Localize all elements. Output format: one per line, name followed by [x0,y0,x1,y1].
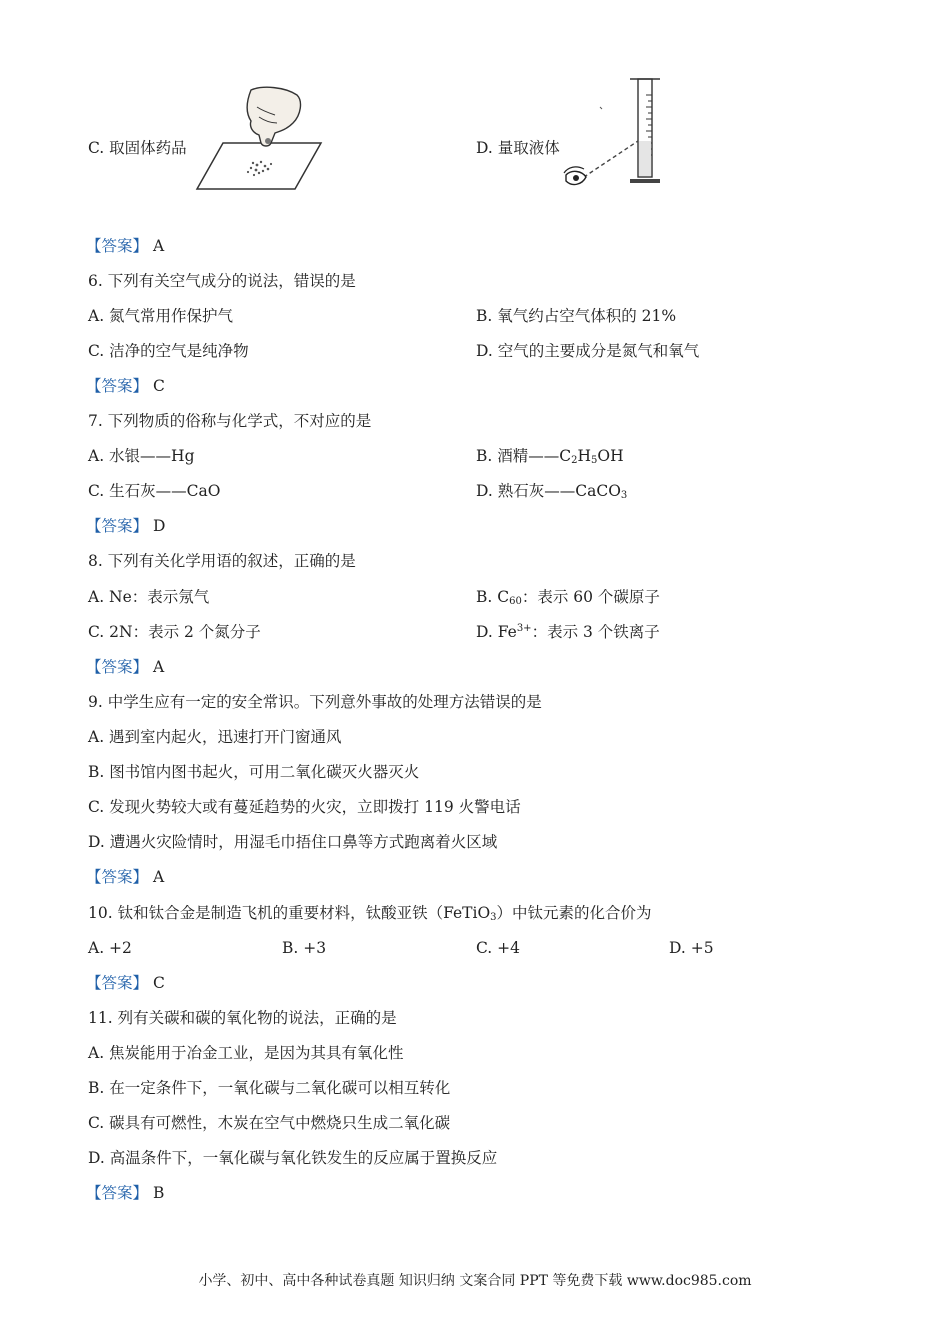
q9-stem: 9. 中学生应有一定的安全常识。下列意外事故的处理方法错误的是 [88,693,542,711]
q8-stem: 8. 下列有关化学用语的叙述，正确的是 [88,552,356,570]
q7-option-b: B. 酒精$——C_2H_5OH$ [476,447,624,466]
answer-label: 【答案】 [86,868,149,886]
answer-label: 【答案】 [86,974,149,992]
answer-q7 [86,516,165,536]
answer-q11 [86,1183,164,1203]
q9-option-d: D. 遭遇火灾险情时，用湿毛巾捂住口鼻等方式跑离着火区域 [88,833,498,851]
eye-reading-graduated-cylinder-icon [560,75,700,195]
hand-pinching-powder-on-paper-icon [193,85,323,195]
q10-option-a: A. +2 [88,939,132,957]
q7-stem: 7. 下列物质的俗称与化学式，不对应的是 [88,412,372,430]
answer-q6 [86,376,165,396]
q6-option-b: B. 氧气约占空气体积的 21% [476,307,677,325]
answer-value: A [152,868,165,886]
answer-value: D [152,517,166,535]
q11-option-c: C. 碳具有可燃性，木炭在空气中燃烧只生成二氧化碳 [88,1114,451,1132]
answer-label: 【答案】 [86,237,149,255]
q9-option-b: B. 图书馆内图书起火，可用二氧化碳灭火器灭火 [88,763,420,781]
answer-q10 [86,973,165,993]
answer-label: 【答案】 [86,1184,149,1202]
answer-value: A [152,658,165,676]
q6-option-a: A. 氮气常用作保护气 [88,307,234,325]
q10-option-b: B. +3 [282,939,327,957]
answer-q8 [86,657,164,677]
q10-option-c: C. +4 [476,939,521,957]
answer-value: B [152,1184,165,1202]
answer-value: A [152,237,165,255]
q7-option-d: D. 熟石灰——CaCO$_3$ [476,482,628,501]
q7-option-a: A. 水银——Hg [88,447,195,465]
q8-option-c: C. 2N：表示 2 个氮分子 [88,623,261,641]
q6-option-c: C. 洁净的空气是纯净物 [88,342,249,360]
q10-option-d: D. +5 [669,939,714,957]
q6-stem: 6. 下列有关空气成分的说法，错误的是 [88,272,356,290]
answer-value: C [152,377,165,395]
q11-stem: 11. 列有关碳和碳的氧化物的说法，正确的是 [88,1009,397,1027]
q8-option-b: B. $C_{60}$：表示 60 个碳原子 [476,588,660,607]
option-d-label: D. 量取液体 [476,139,560,157]
option-c-label: C. 取固体药品 [88,139,187,157]
q9-option-a: A. 遇到室内起火，迅速打开门窗通风 [88,728,342,746]
q8-option-a: A. Ne：表示氖气 [88,588,210,606]
q9-option-c: C. 发现火势较大或有蔓延趋势的火灾，立即拨打 119 火警电话 [88,798,521,816]
q7-option-c: C. 生石灰——CaO [88,482,221,500]
page-footer: 小学、初中、高中各种试卷真题 知识归纳 文案合同 PPT 等免费下载 www.doc985.com [198,1273,752,1289]
q10-stem: 10. 钛和钛合金是制造飞机的重要材料，钛酸亚铁（FeTiO$_3$）中钛元素的化合价为 [88,904,652,923]
answer-value: C [152,974,165,992]
q6-option-d: D. 空气的主要成分是氮气和氧气 [476,342,700,360]
answer-label: 【答案】 [86,658,149,676]
answer-label: 【答案】 [86,377,149,395]
q11-option-d: D. 高温条件下，一氧化碳与氧化铁发生的反应属于置换反应 [88,1149,498,1167]
answer-q9 [86,867,164,887]
answer-q5 [86,236,164,256]
q11-option-a: A. 焦炭能用于冶金工业，是因为其具有氧化性 [88,1044,404,1062]
answer-label: 【答案】 [86,517,149,535]
q8-option-d: D. $Fe^{3+}$：表示 3 个铁离子 [476,623,660,641]
q11-option-b: B. 在一定条件下，一氧化碳与二氧化碳可以相互转化 [88,1079,451,1097]
